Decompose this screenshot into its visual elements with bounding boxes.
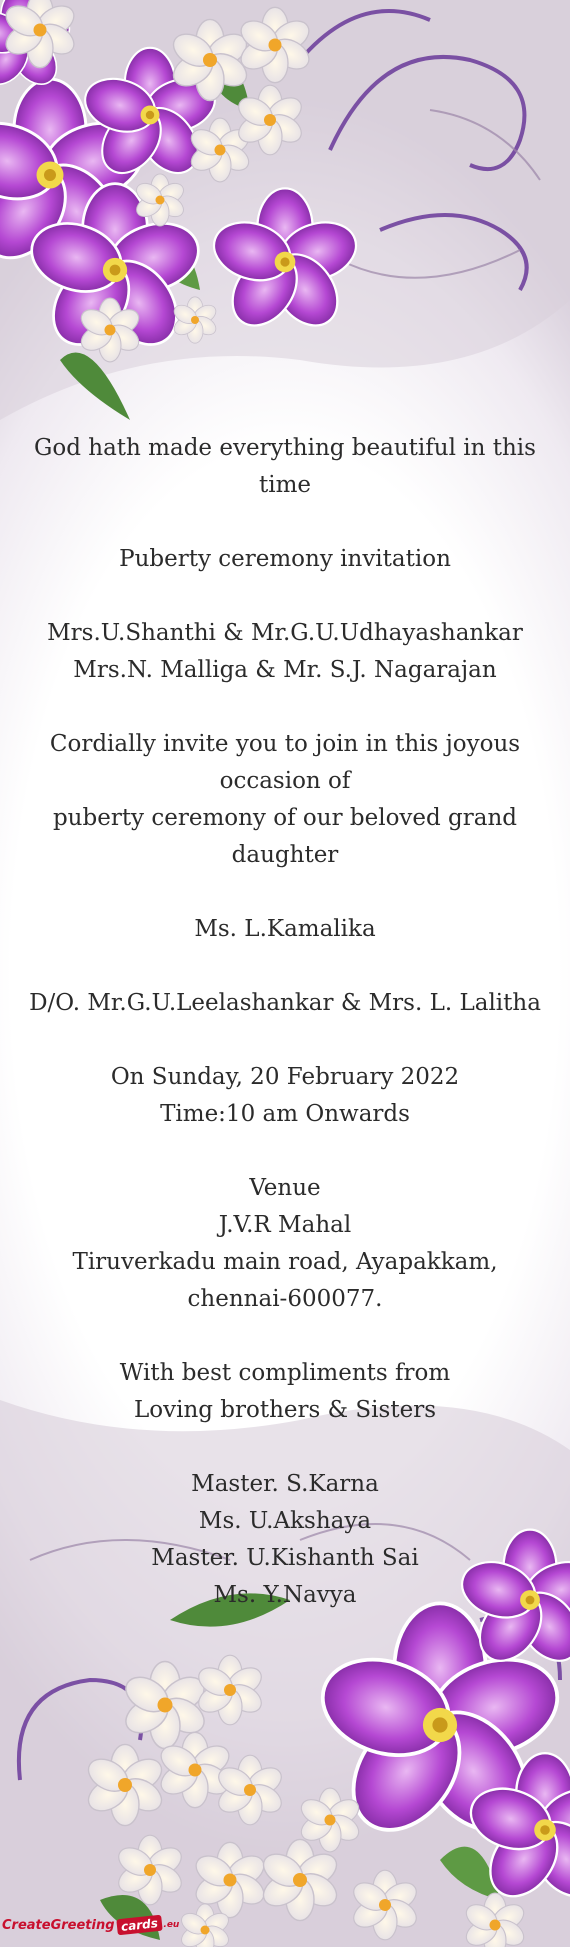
venue-address-1: Tiruverkadu main road, Ayapakkam,: [72, 1249, 498, 1275]
venue-name: J.V.R Mahal: [218, 1212, 352, 1238]
child-name-3: Master. U.Kishanth Sai: [151, 1545, 419, 1571]
watermark-text: CreateGreeting: [2, 1917, 115, 1933]
message-line-1: Cordially invite you to join in this joyous occasion of: [49, 731, 521, 794]
invitation-title: Puberty ceremony invitation: [119, 546, 451, 572]
child-name-4: Ms. Y.Navya: [213, 1582, 357, 1608]
message-line-2: puberty ceremony of our beloved grand daughter: [52, 805, 518, 868]
event-time: Time:10 am Onwards: [160, 1101, 410, 1127]
blessing-line: God hath made everything beautiful in this time: [34, 435, 536, 498]
venue-heading: Venue: [249, 1175, 321, 1201]
event-date: On Sunday, 20 February 2022: [110, 1064, 460, 1090]
honoree-name: Ms. L.Kamalika: [194, 916, 376, 942]
host-line-2: Mrs.N. Malliga & Mr. S.J. Nagarajan: [73, 657, 497, 683]
watermark-domain: .eu: [163, 1920, 180, 1930]
parents-line: D/O. Mr.G.U.Leelashankar & Mrs. L. Lalitha: [29, 990, 541, 1016]
compliments-line-1: With best compliments from: [119, 1360, 451, 1386]
watermark-cards: cards: [116, 1915, 162, 1936]
child-name-1: Master. S.Karna: [191, 1471, 379, 1497]
watermark-logo: [2, 1908, 179, 1942]
invitation-text: [20, 430, 550, 1614]
compliments-line-2: Loving brothers & Sisters: [133, 1397, 436, 1423]
child-name-2: Ms. U.Akshaya: [198, 1508, 372, 1534]
venue-address-2: chennai-600077.: [187, 1286, 383, 1312]
host-line-1: Mrs.U.Shanthi & Mr.G.U.Udhayashankar: [47, 620, 523, 646]
